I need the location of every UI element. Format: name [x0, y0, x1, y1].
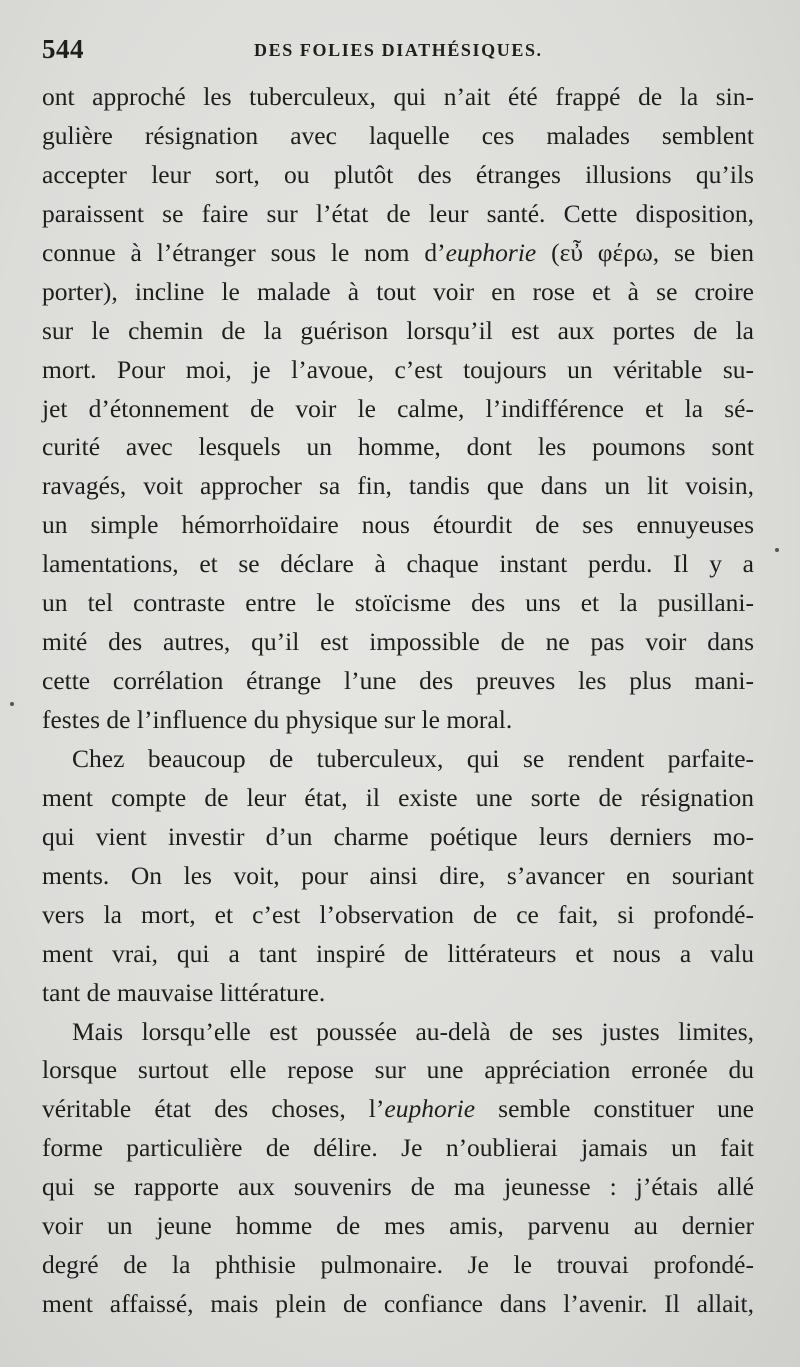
- text-line: qui se rapporte aux souvenirs de ma jeunesse : j’étais allé: [42, 1172, 754, 1202]
- text-line: mort. Pour moi, je l’avoue, c’est toujours un véritable su-: [42, 354, 754, 384]
- italic-term-euphorie: euphorie: [384, 1094, 476, 1124]
- text-run: (εὖ φέρω, se bien: [536, 237, 754, 267]
- text-line: festes de l’influence du physique sur le moral.: [42, 705, 513, 734]
- text-line: gulière résignation avec laquelle ces malades semblent: [42, 120, 754, 150]
- text-line: paraissent se faire sur l’état de leur santé. Cette disposition,: [42, 198, 754, 228]
- margin-speck: [775, 548, 779, 552]
- text-line: jet d’étonnement de voir le calme, l’indifférence et la sé-: [42, 393, 754, 423]
- text-line: Chez beaucoup de tuberculeux, qui se rendent parfaite-: [72, 743, 754, 773]
- text-line: ments. On les voit, pour ainsi dire, s’avancer en souriant: [42, 860, 754, 890]
- text-line: lamentations, et se déclare à chaque instant perdu. Il y a: [42, 549, 754, 579]
- text-line: forme particulière de délire. Je n’oublierai jamais un fait: [42, 1133, 754, 1163]
- text-line: mité des autres, qu’il est impossible de ne pas voir dans: [42, 627, 754, 657]
- text-line-with-italic: [42, 234, 754, 273]
- text-run: connue à l’étranger sous le nom d’: [42, 237, 446, 267]
- paragraph-1: [42, 78, 754, 740]
- text-line: cette corrélation étrange l’une des preuves les plus mani-: [42, 666, 754, 696]
- running-title: DES FOLIES DIATHÉSIQUES.: [254, 40, 543, 60]
- text-line-with-italic: [42, 1090, 754, 1129]
- text-line: porter), incline le malade à tout voir en rose et à se croire: [42, 276, 754, 306]
- running-head: [42, 34, 758, 64]
- text-line: tant de mauvaise littérature.: [42, 977, 326, 1007]
- paragraph-3: [42, 1013, 754, 1325]
- text-line: ment compte de leur état, il existe une sorte de résignation: [42, 782, 754, 812]
- italic-term-euphorie: euphorie: [445, 237, 537, 267]
- text-line: ont approché les tuberculeux, qui n’ait été frappé de la sin-: [42, 82, 754, 111]
- text-line: qui vient investir d’un charme poétique leurs derniers mo-: [42, 821, 754, 851]
- text-line: un simple hémorrhoïdaire nous étourdit de ses ennuyeuses: [42, 510, 754, 540]
- text-line: Mais lorsqu’elle est poussée au-delà de ses justes limites,: [72, 1016, 754, 1046]
- text-line: curité avec lesquels un homme, dont les poumons sont: [42, 432, 754, 462]
- paragraph-2: [42, 740, 754, 1013]
- text-line: degré de la phthisie pulmonaire. Je le trouvai profondé-: [42, 1250, 754, 1280]
- text-line: vers la mort, et c’est l’observation de ce fait, si profondé-: [42, 899, 754, 929]
- text-line: sur le chemin de la guérison lorsqu’il est aux portes de la: [42, 315, 754, 345]
- text-line: accepter leur sort, ou plutôt des étranges illusions qu’ils: [42, 159, 754, 189]
- text-run: semble constituer une: [475, 1094, 754, 1124]
- margin-speck: [10, 702, 14, 706]
- text-line: ment vrai, qui a tant inspiré de littérateurs et nous a valu: [42, 938, 754, 968]
- text-line: ment affaissé, mais plein de confiance dans l’avenir. Il allait,: [42, 1289, 754, 1319]
- text-line: ravagés, voit approcher sa fin, tandis que dans un lit voisin,: [42, 471, 754, 501]
- text-run: véritable état des choses, l’: [42, 1094, 385, 1124]
- text-line: lorsque surtout elle repose sur une appréciation erronée du: [42, 1055, 754, 1085]
- body-text: [42, 78, 754, 1324]
- text-line: voir un jeune homme de mes amis, parvenu au dernier: [42, 1211, 754, 1241]
- text-line: un tel contraste entre le stoïcisme des uns et la pusillani-: [42, 588, 754, 618]
- page-number: 544: [42, 34, 84, 64]
